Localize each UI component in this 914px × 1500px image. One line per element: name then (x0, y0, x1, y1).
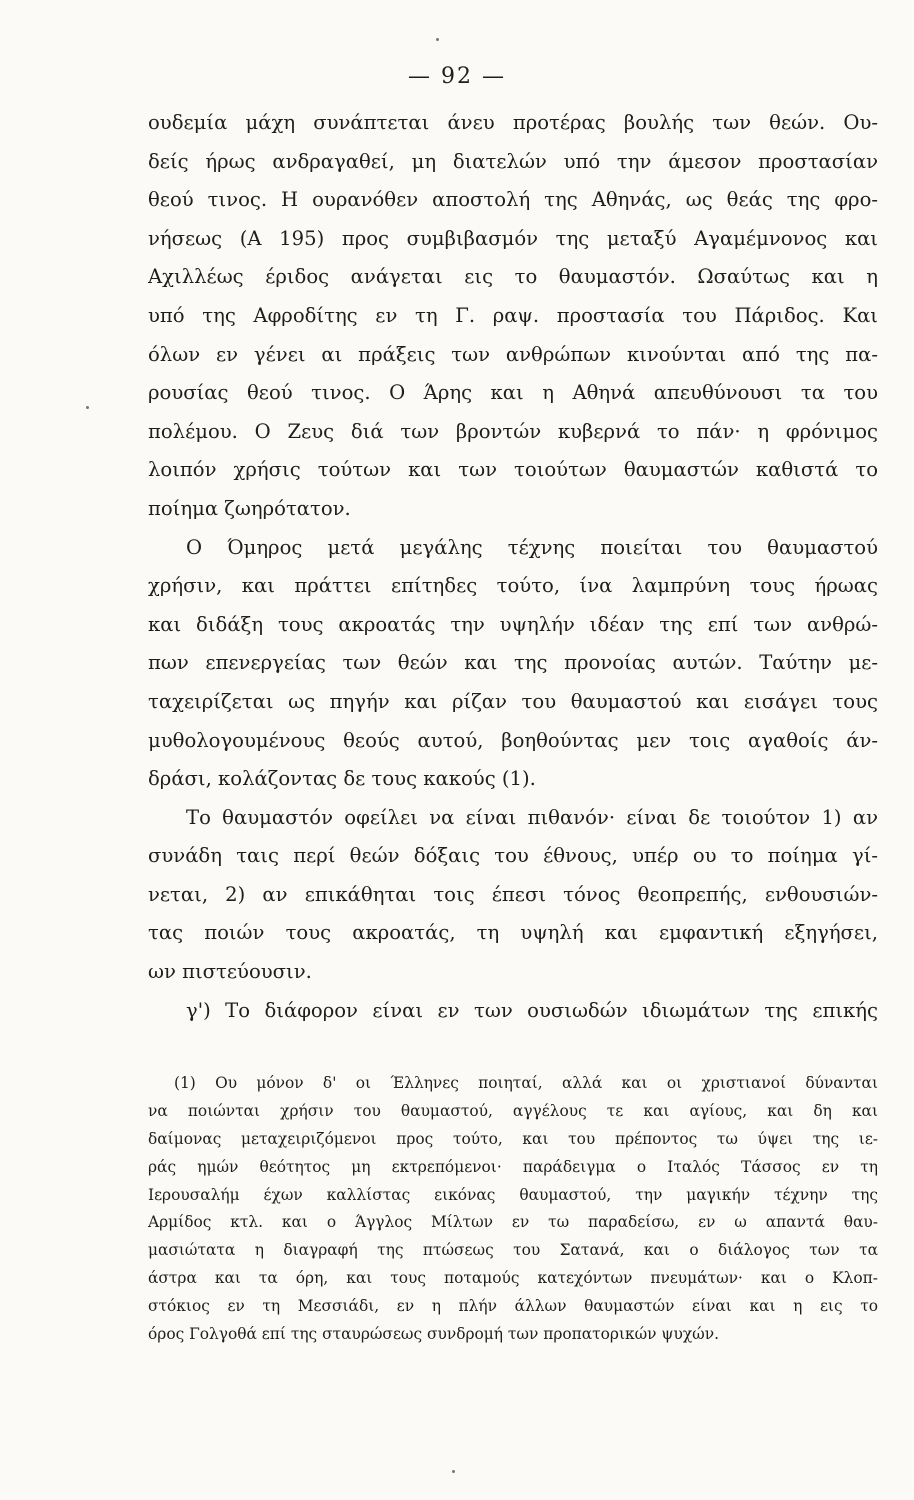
text-line: τας ποιών τους ακροατάς, τη υψηλή και εμφαντική εξηγήσει, (148, 921, 878, 945)
text-line: θεού τινος. Η ουρανόθεν αποστολή της Αθηνάς, ως θεάς της φρο- (148, 188, 878, 212)
text-line: νήσεως (Α 195) προς συμβιβασμόν της μεταξύ Αγαμέμνονος και (148, 226, 878, 250)
text-line: λοιπόν χρήσις τούτων και των τοιούτων θαυμαστών καθιστά το (148, 458, 878, 482)
text-line: υπό της Αφροδίτης εν τη Γ. ραψ. προστασία του Πάριδος. Και (148, 303, 878, 327)
text-line: ποίημα ζωηρότατον. (148, 496, 351, 520)
text-line: νεται, 2) αν επικάθηται τοις έπεσι τόνος θεοπρεπής, ενθουσιών- (148, 882, 878, 906)
text-line: ων πιστεύουσιν. (148, 960, 312, 984)
text-line: Αχιλλέως έριδος ανάγεται εις το θαυμαστόν. Ωσαύτως και η (148, 265, 878, 289)
text-line: δείς ήρως ανδραγαθεί, μη διατελών υπό την άμεσον προστασίαν (148, 149, 878, 173)
footnote-line: Αρμίδος κτλ. και ο Άγγλος Μίλτων εν τω παραδείσω, εν ω απαντά θαυ- (148, 1213, 878, 1232)
paper-speck (436, 38, 439, 41)
footnote-line: (1) Ου μόνον δ' οι Έλληνες ποιηταί, αλλά και οι χριστιανοί δύνανται (174, 1074, 878, 1092)
footnote-line: δαίμονας μεταχειριζόμενοι προς τούτο, και του πρέποντος τω ύψει της ιε- (148, 1129, 878, 1148)
text-line: δράσι, κολάζοντας δε τους κακούς (1). (148, 767, 536, 791)
paragraph (148, 992, 878, 1031)
text-line: συνάδη ταις περί θεών δόξαις του έθνους, υπέρ ου το ποίημα γί- (148, 844, 878, 868)
text-line: και διδάξη τους ακροατάς την υψηλήν ιδέαν της επί των ανθρώ- (148, 612, 878, 636)
footnote-line: Ιερουσαλήμ έχων καλλίστας εικόνας θαυμαστού, την μαγικήν τέχνην της (148, 1185, 878, 1204)
text-line: πολέμου. Ο Ζευς διά των βροντών κυβερνά το πάν· η φρόνιμος (148, 419, 878, 443)
text-line: ρουσίας θεού τινος. Ο Άρης και η Αθηνά απευθύνουσι τα του (148, 381, 878, 405)
text-line: όλων εν γένει αι πράξεις των ανθρώπων κινούνται από της πα- (148, 342, 878, 366)
paper-speck (452, 1470, 455, 1473)
paragraph (148, 529, 878, 799)
paper-speck (86, 406, 89, 409)
text-line: πων επενεργείας των θεών και της προνοίας αυτών. Ταύτην με- (148, 651, 878, 675)
page-number: — 92 — (408, 64, 506, 89)
paragraph (148, 104, 878, 529)
text-line: Το θαυμαστόν οφείλει να είναι πιθανόν· είναι δε τοιούτον 1) αν (186, 805, 878, 829)
text-line: μυθολογουμένους θεούς αυτού, βοηθούντας μεν τοις αγαθοίς άν- (148, 728, 878, 752)
body-text (148, 104, 878, 1030)
text-line: χρήσιν, και πράττει επίτηδες τούτο, ίνα λαμπρύνη τους ήρωας (148, 574, 878, 598)
text-line: ταχειρίζεται ως πηγήν και ρίζαν του θαυμαστού και εισάγει τους (148, 689, 878, 713)
footnote-line: μασιώτατα η διαγραφή της πτώσεως του Σατανά, και ο διάλογος των τα (148, 1241, 878, 1260)
footnote-line: ράς ημών θεότητος μη εκτρεπόμενοι· παράδειγμα ο Ιταλός Τάσσος εν τη (148, 1157, 878, 1176)
footnote-line: άστρα και τα όρη, και τους ποταμούς κατεχόντων πνευμάτων· και ο Κλοπ- (148, 1269, 878, 1288)
text-line: γ') Το διάφορον είναι εν των ουσιωδών ιδιωμάτων της επικής (186, 998, 878, 1022)
text-line: Ο Όμηρος μετά μεγάλης τέχνης ποιείται του θαυμαστού (186, 535, 878, 559)
footnote-line: να ποιώνται χρήσιν του θαυμαστού, αγγέλους τε και αγίους, και δη και (148, 1101, 878, 1120)
footnote (148, 1070, 878, 1349)
footnote-line: στόκιος εν τη Μεσσιάδι, εν η πλήν άλλων θαυμαστών είναι και η εις το (148, 1297, 878, 1316)
paragraph (148, 799, 878, 992)
footnote-line: όρος Γολγοθά επί της σταυρώσεως συνδρομή των προπατορικών ψυχών. (148, 1325, 719, 1344)
text-line: ουδεμία μάχη συνάπτεται άνευ προτέρας βουλής των θεών. Ου- (148, 111, 878, 134)
